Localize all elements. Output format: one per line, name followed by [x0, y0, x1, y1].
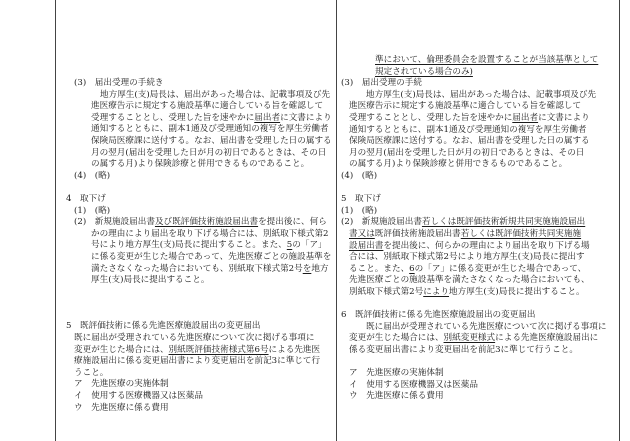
right-s6-item-a: ア 先進医療の実施体制 — [349, 368, 444, 379]
right-top-line-1: 準において、倫理委員会を設置することが当該基準として — [375, 55, 599, 65]
left-s3-heading: (3) 届出受理の手続き — [74, 78, 164, 88]
left-s3-line-7: の属する月)より保険診療と併用できるものであること。 — [91, 159, 310, 170]
left-s5-heading: 5 既評価技術に係る先進医療施設届出の変更届出 — [66, 321, 261, 332]
left-s5-item-i: イ 使用する医療機器又は医薬品 — [74, 391, 203, 402]
right-s3-heading: (3) 届出受理の手続 — [341, 78, 422, 89]
left-s4-heading: 4 取下げ — [66, 193, 106, 204]
right-s6-underlined-change-form: 別紙変更様式 — [443, 333, 496, 344]
right-s5-heading: 5 取下げ — [341, 194, 381, 205]
right-s5-item2-line-5: ること。また、6の「ア」に係る変更が生じた場合であって、 — [349, 263, 587, 274]
left-s4-item2-line-4: に係る変更が生じた場合であって、先進医療ごとの施設基準を — [91, 251, 332, 262]
left-s5-line-3: 療施設届出に係る変更届出書により変更届出を前記3に準じて行 — [74, 356, 321, 367]
left-s4-underlined-ref-5: 5 — [286, 240, 293, 251]
column-divider — [336, 0, 337, 441]
left-s4-underlined-existing-form: 及び既評価技術施設届出書 — [154, 217, 259, 228]
right-s5-item2-line-1: (2) 新規施設届出書若しくは既評価技術新規共同実施施設届出 — [341, 217, 586, 228]
left-s3-underlined-notifier: 届出者 — [254, 112, 281, 123]
right-s3-item4: (4) (略) — [341, 170, 378, 181]
right-s3-line-3: 受理することとし、受理した旨を速やかに届出者に文書により — [349, 112, 590, 123]
left-s4-item2-line-6: 厚生(支)局長に提出すること。 — [91, 275, 210, 286]
left-s3-line-4: 通知するとともに、副本1通及び受理通知の複写を厚生労働者 — [91, 124, 329, 135]
right-column — [341, 55, 613, 403]
right-s3-line-1: 地方厚生(支)局長は、届出があった場合は、記載事項及び先 — [366, 89, 597, 100]
left-s5-line-2: 変更が生じた場合には、別紙既評価技術様式第6号による先進医 — [74, 344, 321, 355]
right-s6-line-3: 係る変更届出書により変更届出を前記3に準じて行うこと。 — [349, 344, 578, 355]
right-s3-line-4: 通知するとともに、副本1通及び受理通知の複写を厚生労働者 — [349, 124, 587, 135]
right-s3-underlined-notifier: 届出者 — [512, 112, 539, 123]
left-s3-line-2: 進医療告示に規定する施設基準に適合している旨を確認して — [91, 101, 324, 112]
right-s5-item2-line-7: 別紙取下様式第2号により地方厚生(支)局長に提出すること。 — [349, 286, 585, 297]
left-s3-line-3a: 受理することとし、受理した旨を速やかに — [91, 112, 255, 123]
right-s5-underlined-ref-6: 6 — [409, 263, 415, 274]
left-s3-line-5: 保険局医療課に送付する。なお、届出書を受理した日の属する — [91, 135, 332, 146]
left-s4-item2-line-5: 満たさなくなった場合においても、別紙取下様式第2号を地方 — [91, 263, 329, 274]
left-s5-line-4: うこと。 — [74, 367, 109, 378]
right-s6-line-2: 変更が生じた場合には、別紙変更様式による先進医療施設届出に — [349, 333, 599, 344]
left-s4-item2-line-2: かの理由により届出を取り下げる場合には、別紙取下様式第2 — [91, 228, 329, 239]
left-s4-item1: (1) (略) — [74, 205, 111, 216]
left-s3-line-1: 地方厚生(支)局長は、届出があった場合は、記載事項及び先 — [100, 89, 331, 100]
left-s3-item4: (4) (略) — [74, 170, 111, 181]
left-s5-line-1: 既に届出が受理されている先進医療について次に掲げる事項に — [74, 333, 315, 344]
right-s6-item-i: イ 使用する医療機器又は医薬品 — [349, 379, 478, 390]
right-s6-line-1: 既に届出が受理されている先進医療について次に掲げる事項に — [366, 321, 607, 332]
right-s5-underlined-joint-new: 若しくは既評価技術新規共同実施施設届出 — [421, 217, 586, 228]
left-s4-item2-line-3: 号により地方厚生(支)局長に提出すること。また、5の「ア」 — [91, 240, 327, 251]
right-s5-item2-line-6: 先進医療ごとの施設基準を満たさなくなった場合においても、 — [349, 275, 590, 286]
right-s6-heading: 6 既評価技術に係る先進医療施設届出の変更届出 — [341, 310, 536, 321]
right-s3-line-5: 保険局医療課に送付する。なお、届出書を受理した日の属する — [349, 136, 590, 147]
right-s5-item1: (1) (略) — [341, 205, 378, 216]
right-s5-underlined-niyori: により — [423, 286, 450, 297]
right-s3-line-2: 進医療告示に規定する施設基準に適合している旨を確認して — [349, 101, 582, 112]
left-s3-line-3c: に文書により — [280, 112, 332, 123]
left-s4-underlined-wo: を — [302, 263, 312, 274]
left-column — [66, 78, 332, 414]
left-s3-line-3 — [66, 112, 332, 125]
left-s3-line-6: 月の翌月(届出を受理した日が月の初日であるときは、その日 — [91, 147, 327, 158]
right-s5-item2-line-2: 書又は既評価技術施設届出書若しくは既評価技術共同実施施 — [349, 228, 582, 239]
right-s6-item-u: ウ 先進医療に係る費用 — [349, 391, 444, 402]
right-s3-line-6: 月の翌月(届出を受理した日が月の初日であるときは、その日 — [349, 147, 585, 158]
right-s5-item2-line-3: 設届出書を提出後に、何らかの理由により届出を取り下げる場 — [349, 240, 590, 251]
left-s5-underlined-form6: 別紙既評価技術様式第6号 — [168, 344, 269, 355]
left-s5-item-u: ウ 先進医療に係る費用 — [74, 402, 169, 413]
right-s5-item2-line-4: 合には、別紙取下様式第2号により地方厚生(支)局長に提出す — [349, 252, 585, 263]
right-s3-line-7: の属する月)より保険診療と併用できるものであること。 — [349, 159, 568, 170]
right-top-line-2: 規定されている場合のみ) — [375, 66, 473, 77]
left-s4-item2-line-1: (2) 新規施設届出書及び既評価技術施設届出書を提出後に、何ら — [74, 217, 327, 228]
left-s5-item-a: ア 先進医療の実施体制 — [74, 379, 169, 390]
right-s5-underlined-joint-existing: 若しくは既評価技術共同実施施 — [460, 228, 582, 239]
